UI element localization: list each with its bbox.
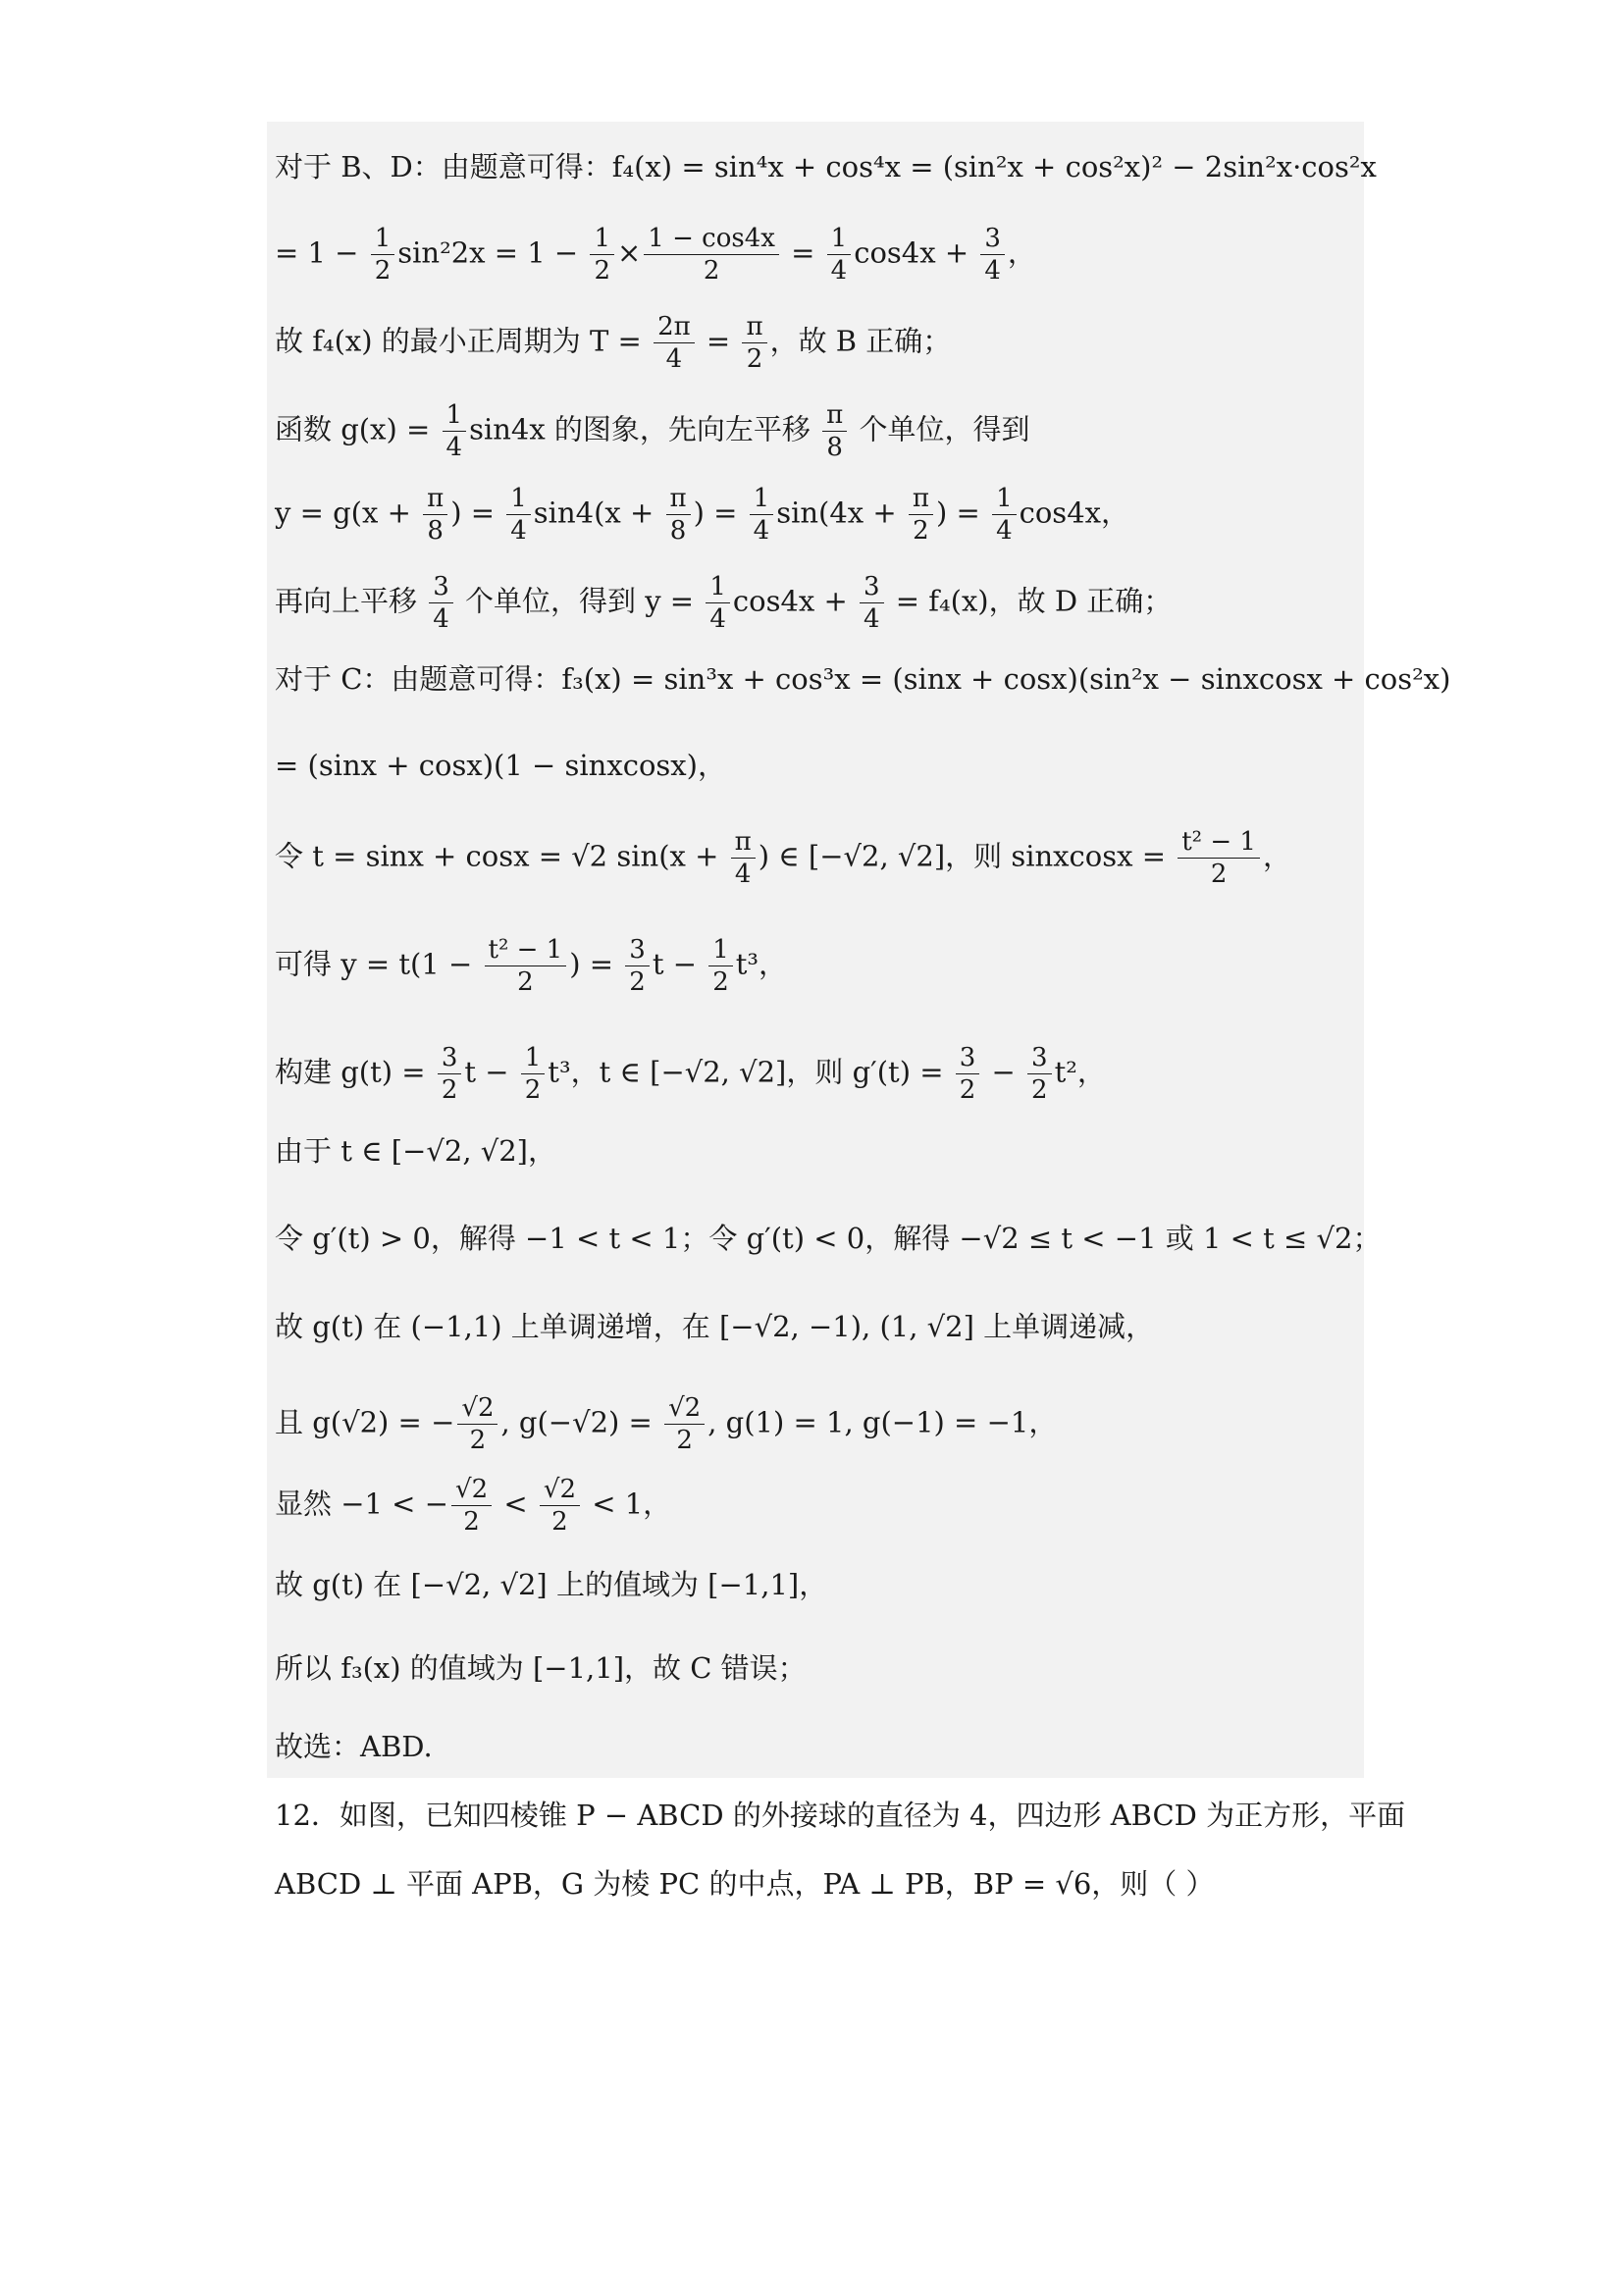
fraction: $\frac{\pi}{2}$ (742, 314, 766, 372)
fraction: $\frac{\pi}{8}$ (666, 486, 691, 544)
fraction: $\frac{1}{4}$ (992, 486, 1017, 544)
solution-line: 由于 t ∈ [−√2, √2]， (275, 1134, 556, 1168)
fraction: $\frac{1}{4}$ (750, 486, 774, 544)
solution-line: 且 g(√2) = − $\frac{√2}{2}$ , g(−√2) = $\frac{√2}{2}$ , g(1) = 1, g(−1) = −1， (275, 1393, 1058, 1455)
solution-line: 所以 f₃(x) 的值域为 [−1,1]，故 C 错误； (275, 1651, 807, 1685)
fraction: $\frac{√2}{2}$ (457, 1395, 497, 1453)
solution-line: 显然 −1 < − $\frac{√2}{2}$ < $\frac{√2}{2}$ < 1， (275, 1475, 672, 1537)
fraction: $\frac{3}{2}$ (438, 1045, 462, 1103)
solution-line: 故 g(t) 在 [−√2, √2] 上的值域为 [−1,1]， (275, 1568, 828, 1601)
fraction: $\frac{1}{4}$ (706, 574, 730, 632)
solution-line: 故 g(t) 在 (−1,1) 上单调递增，在 [−√2, −1), (1, √2] 上单调递减， (275, 1310, 1155, 1343)
fraction: $\frac{\text{t² − 1}}{2}$ (1178, 829, 1260, 887)
question-text: 12．如图，已知四棱锥 P − ABCD 的外接球的直径为 4，四边形 ABCD 为正方形，平面 (275, 1799, 1406, 1832)
question-text: ABCD ⊥ 平面 APB，G 为棱 PC 的中点，PA ⊥ PB，BP = √6，则（ ） (275, 1867, 1215, 1901)
fraction: $\frac{1}{4}$ (827, 226, 852, 284)
solution-line: 函数 g(x) = $\frac{1}{4}$ sin4x 的图象，先向左平移 $\frac{\pi}{8}$ 个单位，得到 (275, 400, 1030, 462)
solution-line: = (sinx + cosx)(1 − sinxcosx)， (275, 749, 726, 782)
fraction: $\frac{3}{2}$ (956, 1045, 980, 1103)
fraction: $\frac{\pi}{8}$ (423, 486, 447, 544)
fraction: $\frac{3}{2}$ (1027, 1045, 1052, 1103)
fraction: $\frac{1 - \cos 4x}{2}$ (644, 226, 779, 284)
fraction: $\frac{1}{2}$ (371, 226, 395, 284)
fraction: $\frac{3}{4}$ (980, 226, 1005, 284)
fraction: $\frac{\pi}{4}$ (731, 829, 756, 887)
fraction: $\frac{1}{4}$ (506, 486, 531, 544)
fraction: $\frac{3}{4}$ (860, 574, 884, 632)
solution-line: = 1 − $\frac{1}{2}$ sin²2x = 1 − $\frac{1}{2}$ × $\frac{1 - \cos 4x}{2}$ = $\frac{1}{4}$ cos4x + $\frac{3}{4}$ ， (275, 224, 1036, 286)
fraction: $\frac{2\pi}{4}$ (654, 314, 695, 372)
fraction: $\frac{1}{2}$ (521, 1045, 546, 1103)
fraction: $\frac{1}{4}$ (443, 402, 467, 460)
solution-line: y = g(x + $\frac{\pi}{8}$ ) = $\frac{1}{4}$ sin4(x + $\frac{\pi}{8}$ ) = $\frac{1}{4}$ sin(4x + $\frac{\pi}{2}$ ) = $\frac{1}{4}$ cos4x， (275, 484, 1129, 546)
fraction: $\frac{√2}{2}$ (540, 1477, 580, 1535)
fraction: $\frac{1}{2}$ (708, 937, 733, 995)
solution-line: 再向上平移 $\frac{3}{4}$ 个单位，得到 y = $\frac{1}{4}$ cos4x + $\frac{3}{4}$ = f₄(x)，故 D 正确； (275, 572, 1173, 634)
fraction: $\frac{\pi}{2}$ (909, 486, 933, 544)
fraction: $\frac{\pi}{8}$ (822, 402, 847, 460)
fraction: $\frac{3}{2}$ (625, 937, 650, 995)
solution-line: 可得 y = t(1 − $\frac{\text{t² − 1}}{2}$ ) = $\frac{3}{2}$ t − $\frac{1}{2}$ t³， (275, 935, 788, 997)
solution-line: 构建 g(t) = $\frac{3}{2}$ t − $\frac{1}{2}$ t³，t ∈ [−√2, √2]，则 g′(t) = $\frac{3}{2}$ − $\frac{3}{2}$ t²， (275, 1043, 1106, 1105)
fraction: $\frac{√2}{2}$ (664, 1395, 705, 1453)
solution-line: 对于 B、D：由题意可得：f₄(x) = sin⁴x + cos⁴x = (sin²x + cos²x)² − 2sin²x·cos²x (275, 150, 1377, 183)
fraction: $\frac{√2}{2}$ (451, 1477, 492, 1535)
solution-line: 故 f₄(x) 的最小正周期为 T = $\frac{2\pi}{4}$ = $\frac{\pi}{2}$ ，故 B 正确； (275, 312, 952, 374)
solution-line: 对于 C：由题意可得：f₃(x) = sin³x + cos³x = (sinx + cosx)(sin²x − sinxcosx + cos²x) (275, 662, 1451, 696)
fraction: $\frac{\text{t² − 1}}{2}$ (485, 937, 567, 995)
fraction: $\frac{3}{4}$ (429, 574, 453, 632)
fraction: $\frac{1}{2}$ (590, 226, 614, 284)
solution-line: 故选：ABD. (275, 1730, 433, 1763)
solution-line: 令 t = sinx + cosx = √2 sin(x + $\frac{\pi}{4}$ ) ∈ [−√2, √2]，则 sinxcosx = $\frac{\text{t² − 1}}{2}$ ， (275, 827, 1291, 889)
solution-line: 令 g′(t) > 0，解得 −1 < t < 1；令 g′(t) < 0，解得 −√2 ≤ t < −1 或 1 < t ≤ √2； (275, 1222, 1382, 1255)
